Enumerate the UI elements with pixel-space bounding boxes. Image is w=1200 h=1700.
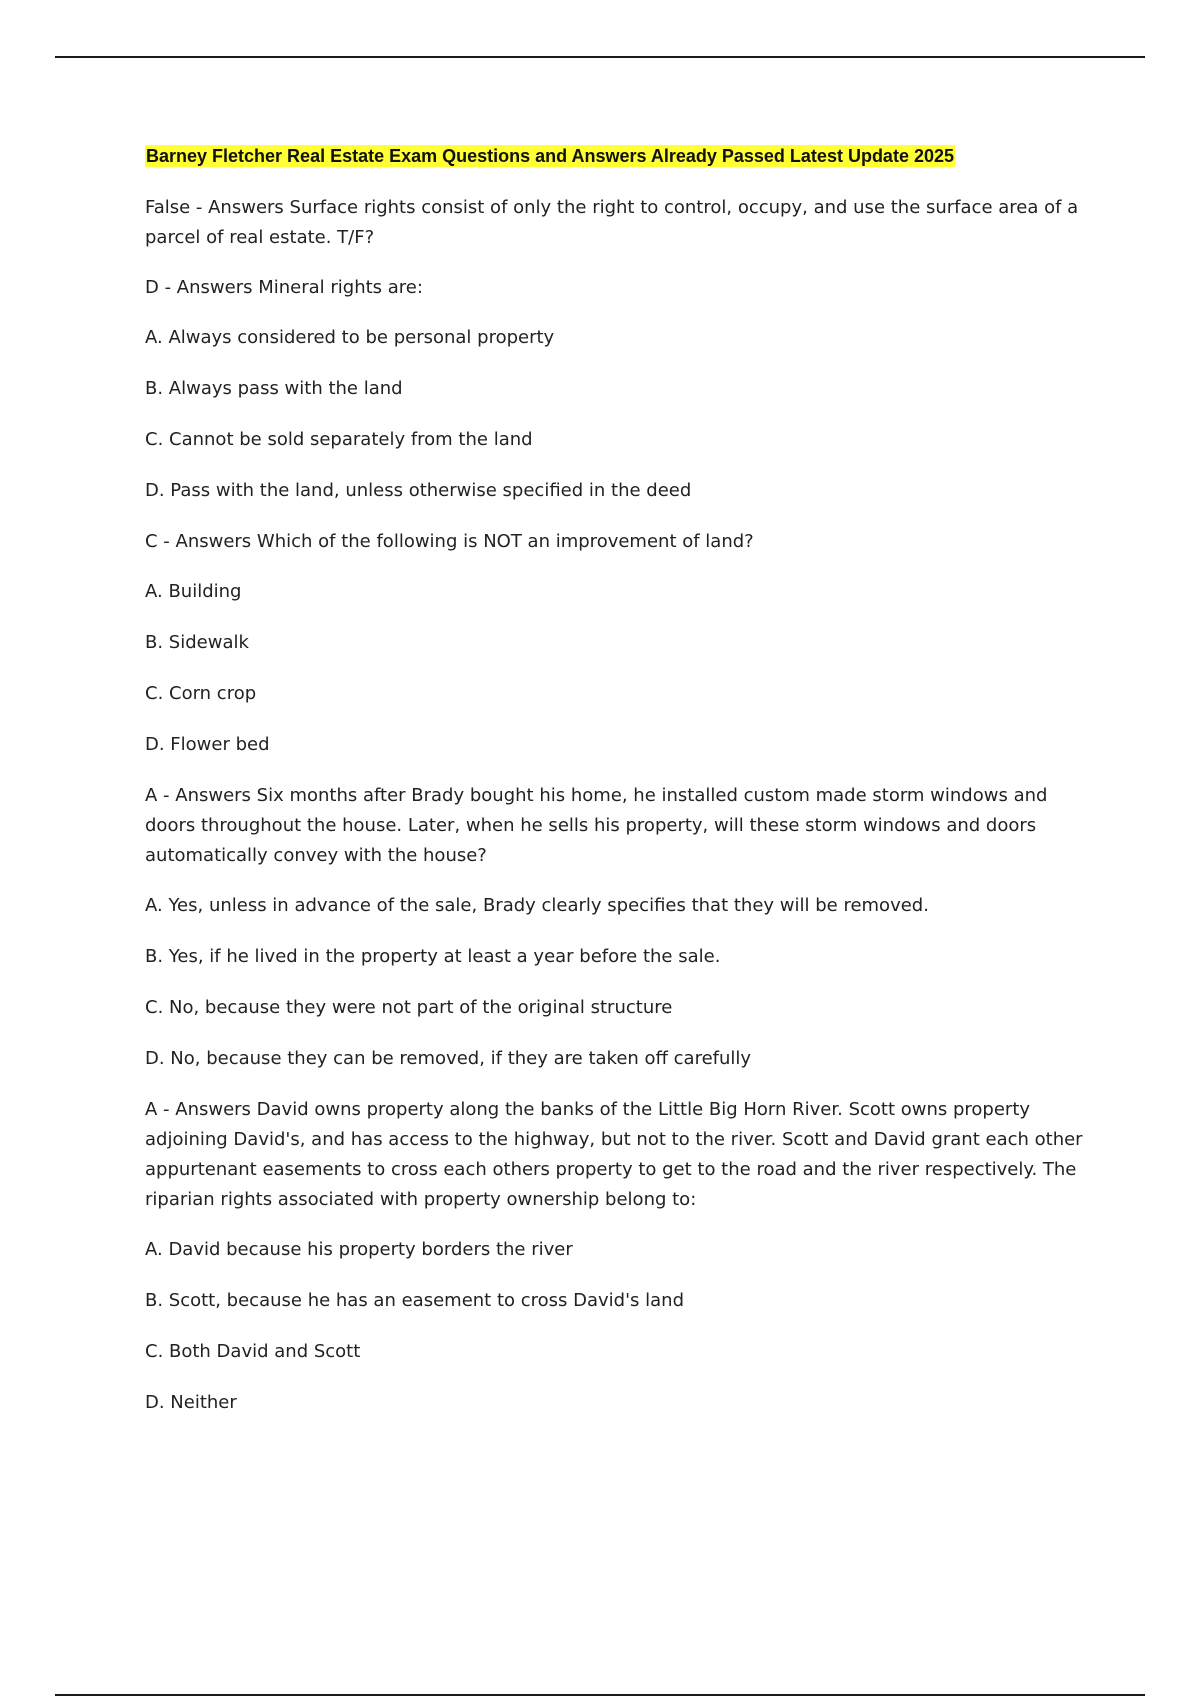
answer-option: B. Scott, because he has an easement to cross David's land [145,1290,685,1311]
question-storm-windows: A - Answers Six months after Brady bought his home, he installed custom made storm windows and doors throughout the house. Later, when he sells his property, will these storm windows and doors automatically convey with the house? [145,785,1048,866]
answer-option: D. Neither [145,1392,237,1413]
document-title [145,143,1085,169]
answer-option: A. Always considered to be personal property [145,327,555,348]
header-rule [55,56,1145,58]
answer-option: D. No, because they can be removed, if they are taken off carefully [145,1048,752,1069]
answer-option: C. Both David and Scott [145,1341,361,1362]
answer-option: A. Yes, unless in advance of the sale, Brady clearly specifies that they will be removed. [145,895,929,916]
answer-option: A. David because his property borders the river [145,1239,573,1260]
answer-option: A. Building [145,581,242,602]
document-title-text: Barney Fletcher Real Estate Exam Questions and Answers Already Passed Latest Update 2025 [146,146,954,166]
document-body [145,143,1085,1439]
footer-rule [55,1694,1145,1696]
question-improvement-of-land: C - Answers Which of the following is NOT an improvement of land? [145,531,754,552]
answer-option: C. Corn crop [145,683,257,704]
answer-option: C. No, because they were not part of the original structure [145,997,673,1018]
answer-option: C. Cannot be sold separately from the land [145,429,533,450]
question-riparian-rights: A - Answers David owns property along the banks of the Little Big Horn River. Scott owns property adjoining David's, and has access to the highway, but not to the river. Scott and David grant each other appurtenant easements to cross each others property to get to the road and the river respectively. The riparian rights associated with property ownership belong to: [145,1099,1083,1210]
question-mineral-rights: D - Answers Mineral rights are: [145,277,423,298]
answer-option: B. Always pass with the land [145,378,403,399]
answer-option: D. Pass with the land, unless otherwise specified in the deed [145,480,692,501]
answer-option: B. Yes, if he lived in the property at least a year before the sale. [145,946,721,967]
answer-option: B. Sidewalk [145,632,249,653]
answer-option: D. Flower bed [145,734,270,755]
question-surface-rights: False - Answers Surface rights consist of only the right to control, occupy, and use the surface area of a parcel of real estate. T/F? [145,197,1079,248]
